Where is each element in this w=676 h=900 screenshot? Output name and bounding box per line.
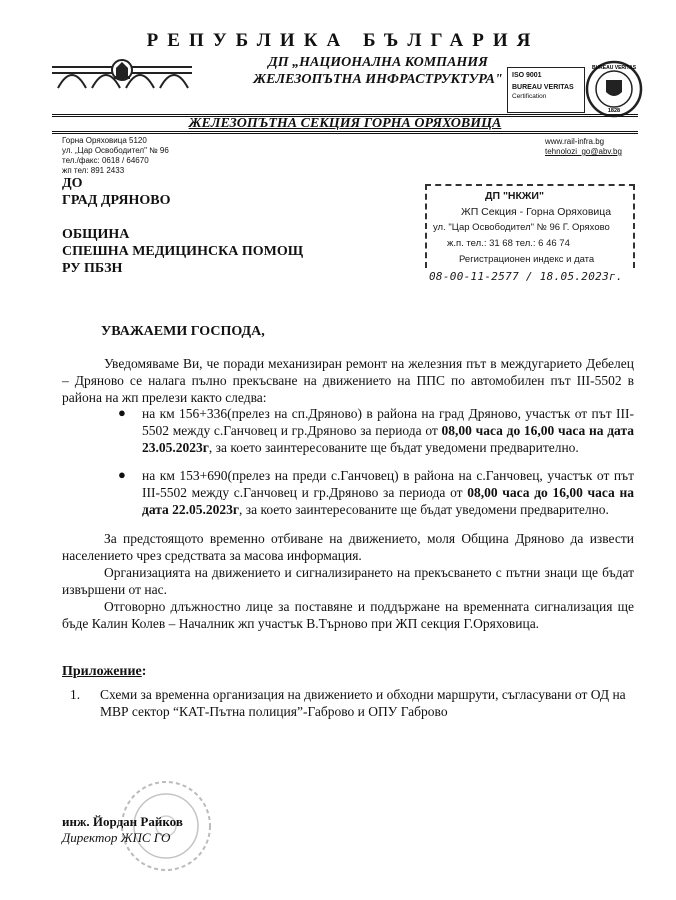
attachment-number: 1. — [70, 687, 81, 702]
email-link[interactable]: tehnolozi_go@abv.bg — [545, 147, 622, 156]
stamp-section: ЖП Секция - Горна Оряховица — [461, 206, 612, 218]
railway-logo — [52, 48, 192, 94]
republic-heading: РЕПУБЛИКА БЪЛГАРИЯ — [146, 30, 540, 51]
bullet-marker-1: ● — [118, 405, 126, 420]
sender-address — [62, 136, 169, 176]
attachment-colon: : — [141, 664, 147, 679]
notice-paragraph: За предстоящото временно отбиване на движението, моля Община Дряново да извести населението чрез средствата за масова информация. — [62, 531, 634, 563]
iso-code: ISO 9001 — [512, 72, 542, 79]
stamp-reg-label: Регистрационен индекс и дата — [459, 254, 595, 265]
seal-label: BUREAU VERITAS — [591, 65, 637, 71]
attachment-item — [62, 686, 634, 720]
stamp-address: ул. "Цар Освободител" № 96 Г. Оряхово — [433, 222, 610, 233]
bullet-marker-2: ● — [118, 467, 126, 482]
company-line-2: ЖЕЛЕЗОПЪТНА ИНФРАСТРУКТУРА" — [253, 72, 503, 87]
section-title: ЖЕЛЕЗОПЪТНА СЕКЦИЯ ГОРНА ОРЯХОВИЦА — [188, 116, 502, 131]
iso-cert-label: Certification — [512, 93, 547, 100]
stamp-reg-number: 08-00-11-2577 / 18.05.2023г. — [429, 270, 623, 283]
bullet1-text-bold: 08,00 часа до 16,00 часа на дата 23.05.2023г — [142, 423, 634, 455]
intro-paragraph: Уведомяваме Ви, че поради механизиран ремонт на железния път в междугарието Дебелец – Дряново се налага пълно прекъсване на движението на ППС по автомобилен път III-5502 в района на жп прелези както следва: — [62, 356, 634, 405]
stamp-phones: ж.п. тел.: 31 68 тел.: 6 46 74 — [447, 238, 570, 249]
signatory-name: инж. Йордан Райков — [62, 814, 183, 829]
address-city: Горна Оряховица 5120 — [62, 136, 147, 145]
signatory-title: Директор ЖПС ГО — [62, 830, 171, 845]
attachment-label: Приложение — [62, 664, 142, 679]
recipient-city: ГРАД ДРЯНОВО — [62, 193, 171, 208]
stamp-org: ДП "НКЖИ" — [485, 190, 544, 202]
bureau-veritas-seal — [585, 60, 643, 118]
bullet2-text-post: , за което заинтересованите ще бъдат уведомени предварително. — [239, 502, 609, 517]
recipient-fire: РУ ПБЗН — [62, 261, 123, 276]
website-link[interactable]: www.rail-infra.bg — [545, 137, 605, 146]
recipient-emergency: СПЕШНА МЕДИЦИНСКА ПОМОЩ — [62, 244, 304, 259]
seal-year: 1828 — [607, 108, 621, 114]
bullet-item-1 — [142, 405, 634, 456]
bullet-item-2 — [142, 467, 634, 518]
company-name — [228, 54, 528, 88]
address-fax: тел./факс: 0618 / 64670 — [62, 156, 149, 165]
iso-certification-badge — [507, 67, 585, 113]
contact-links — [545, 137, 622, 157]
bullet2-text-bold: 08,00 часа до 16,00 часа на дата 22.05.2023г — [142, 485, 634, 517]
address-phone: жп тел: 891 2433 — [62, 166, 125, 175]
attachment-heading — [62, 664, 146, 680]
company-line-1: ДП „НАЦИОНАЛНА КОМПАНИЯ — [268, 55, 488, 70]
iso-bureau: BUREAU VERITAS — [512, 84, 574, 91]
registration-stamp — [425, 184, 635, 292]
bullet1-text-post: , за което заинтересованите ще бъдат уведомени предварително. — [208, 440, 579, 455]
bullet2-text-pre: на км 153+690(прелез на преди с.Ганчовец) в района на с.Ганчовец, участък от път III-5502 между с.Ганчовец и гр.Дряново за периода от — [142, 468, 634, 500]
greeting: УВАЖАЕМИ ГОСПОДА, — [101, 324, 265, 339]
address-street: ул. „Цар Освободител" № 96 — [62, 146, 169, 155]
organization-paragraph: Организацията на движението и сигнализирането на прекъсването с пътни знаци ще бъдат извършени от нас. — [62, 565, 634, 597]
recipient-municipality: ОБЩИНА — [62, 227, 130, 242]
responsible-paragraph: Отговорно длъжностно лице за поставяне и поддържане на временната сигнализация ще бъде Калин Колев – Началник жп участък В.Търново при ЖП секция Г.Оряховица. — [62, 599, 634, 631]
bullet1-text-pre: на км 156+336(прелез на сп.Дряново) в района на град Дряново, участък от път III-5502 между с.Ганчовец и гр.Дряново за периода от — [142, 406, 634, 438]
attachment-text: Схеми за временна организация на движението и обходни маршрути, съгласувани от ОД на МВР сектор “КАТ-Пътна полиция”-Габрово и ОПУ Габрово — [100, 687, 626, 719]
recipient-to: ДО — [62, 176, 83, 191]
